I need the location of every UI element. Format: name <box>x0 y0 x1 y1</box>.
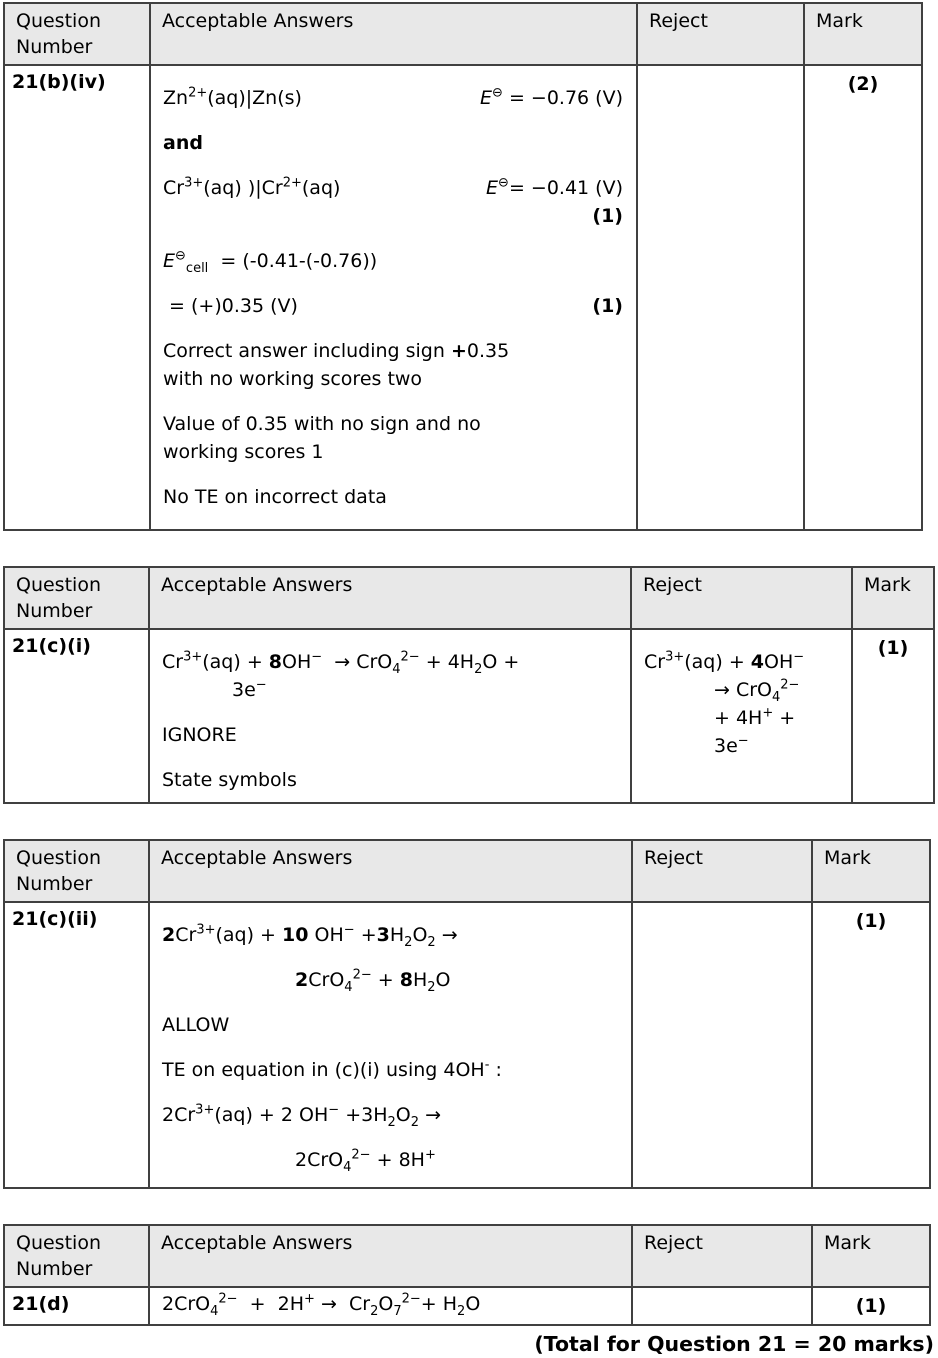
question-cell: 21(c)(ii) <box>4 902 149 1188</box>
header-acceptable-answers: Acceptable Answers <box>149 567 631 629</box>
text-segment: 2+ <box>188 85 208 101</box>
text-segment: OH <box>308 924 344 946</box>
text-segment: - <box>484 1057 490 1073</box>
header-acceptable-answers: Acceptable Answers <box>149 840 632 902</box>
text-segment: and <box>163 132 203 154</box>
text-segment: 2CrO <box>162 1293 211 1315</box>
text-segment: 3 <box>376 924 390 946</box>
rich-line <box>163 337 623 365</box>
text-segment: O + <box>482 651 520 673</box>
rich-line <box>162 721 617 749</box>
content-row <box>4 65 922 530</box>
acceptable-cell <box>150 65 637 530</box>
header-question-number: Question Number <box>4 1225 149 1287</box>
text-segment: 8 <box>399 969 413 991</box>
text-segment: 2 <box>427 934 436 950</box>
header-acceptable-answers: Acceptable Answers <box>150 3 637 65</box>
header-row <box>4 567 934 629</box>
text-segment: 3+ <box>184 175 204 191</box>
rich-line <box>162 1056 618 1084</box>
text-segment: + 8H <box>370 1149 425 1171</box>
text-segment: 2− <box>400 649 420 665</box>
text-segment: = −0.41 (V) <box>508 177 623 199</box>
text-segment: + <box>773 707 796 729</box>
header-reject: Reject <box>632 1225 812 1287</box>
content-row <box>4 1287 930 1325</box>
text-segment: = (-0.41-(-0.76)) <box>208 250 378 272</box>
text-segment: ⊖ <box>498 175 509 191</box>
text-segment: with no working scores two <box>163 368 423 390</box>
table-21c-ii <box>3 839 931 1189</box>
text-segment: − <box>737 733 749 749</box>
text-segment: 2 <box>457 1303 466 1319</box>
header-reject: Reject <box>632 840 812 902</box>
rich-line <box>163 438 623 466</box>
text-segment: State symbols <box>162 769 297 791</box>
total-marks-line: (Total for Question 21 = 20 marks) <box>534 1332 934 1356</box>
text-segment: (aq) + <box>684 651 751 673</box>
rich-line <box>163 292 623 320</box>
text-segment: (aq) + 2 OH <box>214 1104 329 1126</box>
header-mark: Mark <box>812 840 930 902</box>
text-segment: + <box>762 705 774 721</box>
text-segment: Cr <box>162 651 184 673</box>
text-segment: 3+ <box>195 1102 215 1118</box>
text-segment: 2 <box>295 969 309 991</box>
text-segment: → <box>419 1104 441 1126</box>
reject-cell <box>632 1287 812 1325</box>
text-segment: 2 <box>474 661 483 677</box>
text-segment: (aq)|Zn(s) <box>207 87 302 109</box>
acceptable-cell <box>149 902 632 1188</box>
text-segment: (1) <box>592 295 623 317</box>
text-segment: O <box>465 1293 481 1315</box>
text-segment: Cr <box>644 651 666 673</box>
text-segment: Value of 0.35 with no sign and no <box>163 413 481 435</box>
text-segment: 4 <box>772 689 781 705</box>
table-21c-i <box>3 566 935 804</box>
text-segment: 4 <box>343 1159 352 1175</box>
text-segment: H <box>412 969 428 991</box>
text-segment: 4 <box>750 651 765 673</box>
text-segment: 2− <box>218 1291 238 1307</box>
text-segment: O <box>395 1104 411 1126</box>
reject-cell <box>631 629 852 803</box>
text-segment: = (+)0.35 (V) <box>163 295 298 317</box>
header-reject: Reject <box>631 567 852 629</box>
text-segment: 2 <box>404 934 413 950</box>
rich-line <box>162 1101 618 1129</box>
text-segment: No TE on incorrect data <box>163 486 387 508</box>
text-segment: 4 <box>392 661 401 677</box>
reject-cell <box>637 65 804 530</box>
question-cell: 21(c)(i) <box>4 629 149 803</box>
text-segment: = −0.76 (V) <box>502 87 623 109</box>
rich-line <box>644 732 838 760</box>
rich-line <box>162 766 617 794</box>
text-segment: CrO <box>308 969 345 991</box>
text-segment: + H <box>420 1293 458 1315</box>
header-question-number: Question Number <box>4 3 150 65</box>
mark-cell: (2) <box>804 65 922 530</box>
header-question-number: Question Number <box>4 840 149 902</box>
rich-line <box>162 1290 620 1318</box>
text-segment: 4 <box>344 979 353 995</box>
text-segment: 2− <box>780 677 800 693</box>
header-row <box>4 1225 930 1287</box>
text-segment: 2 <box>427 979 436 995</box>
rich-line <box>644 676 838 704</box>
text-segment: − <box>311 649 323 665</box>
acceptable-cell <box>149 1287 632 1325</box>
text-segment: (1) <box>592 205 623 227</box>
rich-line <box>162 1146 618 1174</box>
text-segment: 10 <box>282 924 309 946</box>
text-segment: O <box>378 1293 394 1315</box>
text-segment: 3+ <box>665 649 685 665</box>
header-question-number: Question Number <box>4 567 149 629</box>
text-segment: 3+ <box>183 649 203 665</box>
rich-line <box>163 247 623 275</box>
text-segment: 2 <box>162 924 176 946</box>
text-segment: − <box>328 1102 340 1118</box>
text-segment: H <box>389 924 405 946</box>
text-segment: 7 <box>393 1303 402 1319</box>
text-segment: OH <box>282 651 312 673</box>
text-segment: E <box>479 87 492 109</box>
text-segment: 2 <box>387 1114 396 1130</box>
text-segment: → Cr <box>314 1293 371 1315</box>
rich-line <box>163 174 623 202</box>
text-segment: E <box>163 250 176 272</box>
text-segment: + 4H <box>714 707 763 729</box>
text-segment: Zn <box>163 87 189 109</box>
text-segment: + <box>354 924 377 946</box>
text-segment: 2− <box>351 1147 371 1163</box>
text-segment: → <box>435 924 458 946</box>
text-segment: + <box>304 1291 315 1307</box>
header-row <box>4 3 922 65</box>
rich-line <box>163 410 623 438</box>
rich-line <box>162 1011 618 1039</box>
text-segment: 2 <box>410 1114 420 1130</box>
text-segment: 2CrO <box>295 1149 344 1171</box>
question-cell: 21(b)(iv) <box>4 65 150 530</box>
text-segment: Correct answer including sign <box>163 340 451 362</box>
text-segment: (aq) + <box>202 651 269 673</box>
reject-cell <box>632 902 812 1188</box>
rich-line <box>162 676 617 704</box>
rich-line <box>163 365 623 393</box>
header-reject: Reject <box>637 3 804 65</box>
text-segment: : <box>489 1059 502 1081</box>
question-cell: 21(d) <box>4 1287 149 1325</box>
text-segment: 0.35 <box>466 340 510 362</box>
text-segment: +3H <box>339 1104 388 1126</box>
text-segment: + <box>371 969 400 991</box>
text-segment: − <box>343 922 355 938</box>
text-segment: 3+ <box>196 922 216 938</box>
header-mark: Mark <box>804 3 922 65</box>
text-segment: 2 <box>370 1303 379 1319</box>
mark-cell: (1) <box>852 629 934 803</box>
text-segment: E <box>486 177 499 199</box>
mark-cell: (1) <box>812 1287 930 1325</box>
text-segment: 2+ <box>282 175 302 191</box>
header-mark: Mark <box>852 567 934 629</box>
text-segment: TE on equation in (c)(i) using 4OH <box>162 1059 485 1081</box>
text-segment: 3e <box>714 735 738 757</box>
text-segment: O <box>412 924 428 946</box>
table-21b-iv <box>3 2 923 531</box>
rich-line <box>162 921 618 949</box>
content-row <box>4 629 934 803</box>
text-segment: Cr <box>163 177 185 199</box>
text-segment: 2Cr <box>162 1104 196 1126</box>
text-segment: − <box>255 677 267 693</box>
rich-line <box>163 483 623 511</box>
text-segment: + 4H <box>419 651 475 673</box>
text-segment: 2− <box>401 1291 421 1307</box>
text-segment: IGNORE <box>162 724 237 746</box>
text-segment: OH <box>764 651 794 673</box>
rich-line <box>644 704 838 732</box>
header-acceptable-answers: Acceptable Answers <box>149 1225 632 1287</box>
text-segment: (aq) <box>301 177 341 199</box>
rich-line <box>163 202 623 230</box>
content-row <box>4 902 930 1188</box>
text-segment: (aq) )|Cr <box>203 177 283 199</box>
mark-cell: (1) <box>812 902 930 1188</box>
text-segment: 2− <box>352 967 372 983</box>
rich-line <box>163 129 623 157</box>
header-mark: Mark <box>812 1225 930 1287</box>
text-segment: ALLOW <box>162 1014 230 1036</box>
text-segment: 8 <box>268 651 283 673</box>
text-segment: Cr <box>175 924 197 946</box>
text-segment: 4 <box>210 1303 219 1319</box>
text-segment: → CrO <box>714 679 772 701</box>
rich-line <box>162 648 617 676</box>
text-segment: + <box>450 340 467 362</box>
acceptable-cell <box>149 629 631 803</box>
text-segment: cell <box>185 260 209 276</box>
table-21d <box>3 1224 931 1326</box>
text-segment: → CrO <box>322 651 393 673</box>
text-segment: working scores 1 <box>163 441 324 463</box>
text-segment: + <box>424 1147 436 1163</box>
text-segment: ⊖ <box>492 85 503 101</box>
text-segment: (aq) + <box>215 924 283 946</box>
rich-line <box>644 648 838 676</box>
text-segment: ⊖ <box>175 248 186 264</box>
rich-line <box>162 966 618 994</box>
header-row <box>4 840 930 902</box>
rich-line <box>163 84 623 112</box>
text-segment: O <box>435 969 451 991</box>
text-segment: + 2H <box>237 1293 305 1315</box>
text-segment: − <box>793 649 805 665</box>
text-segment: 3e <box>232 679 256 701</box>
